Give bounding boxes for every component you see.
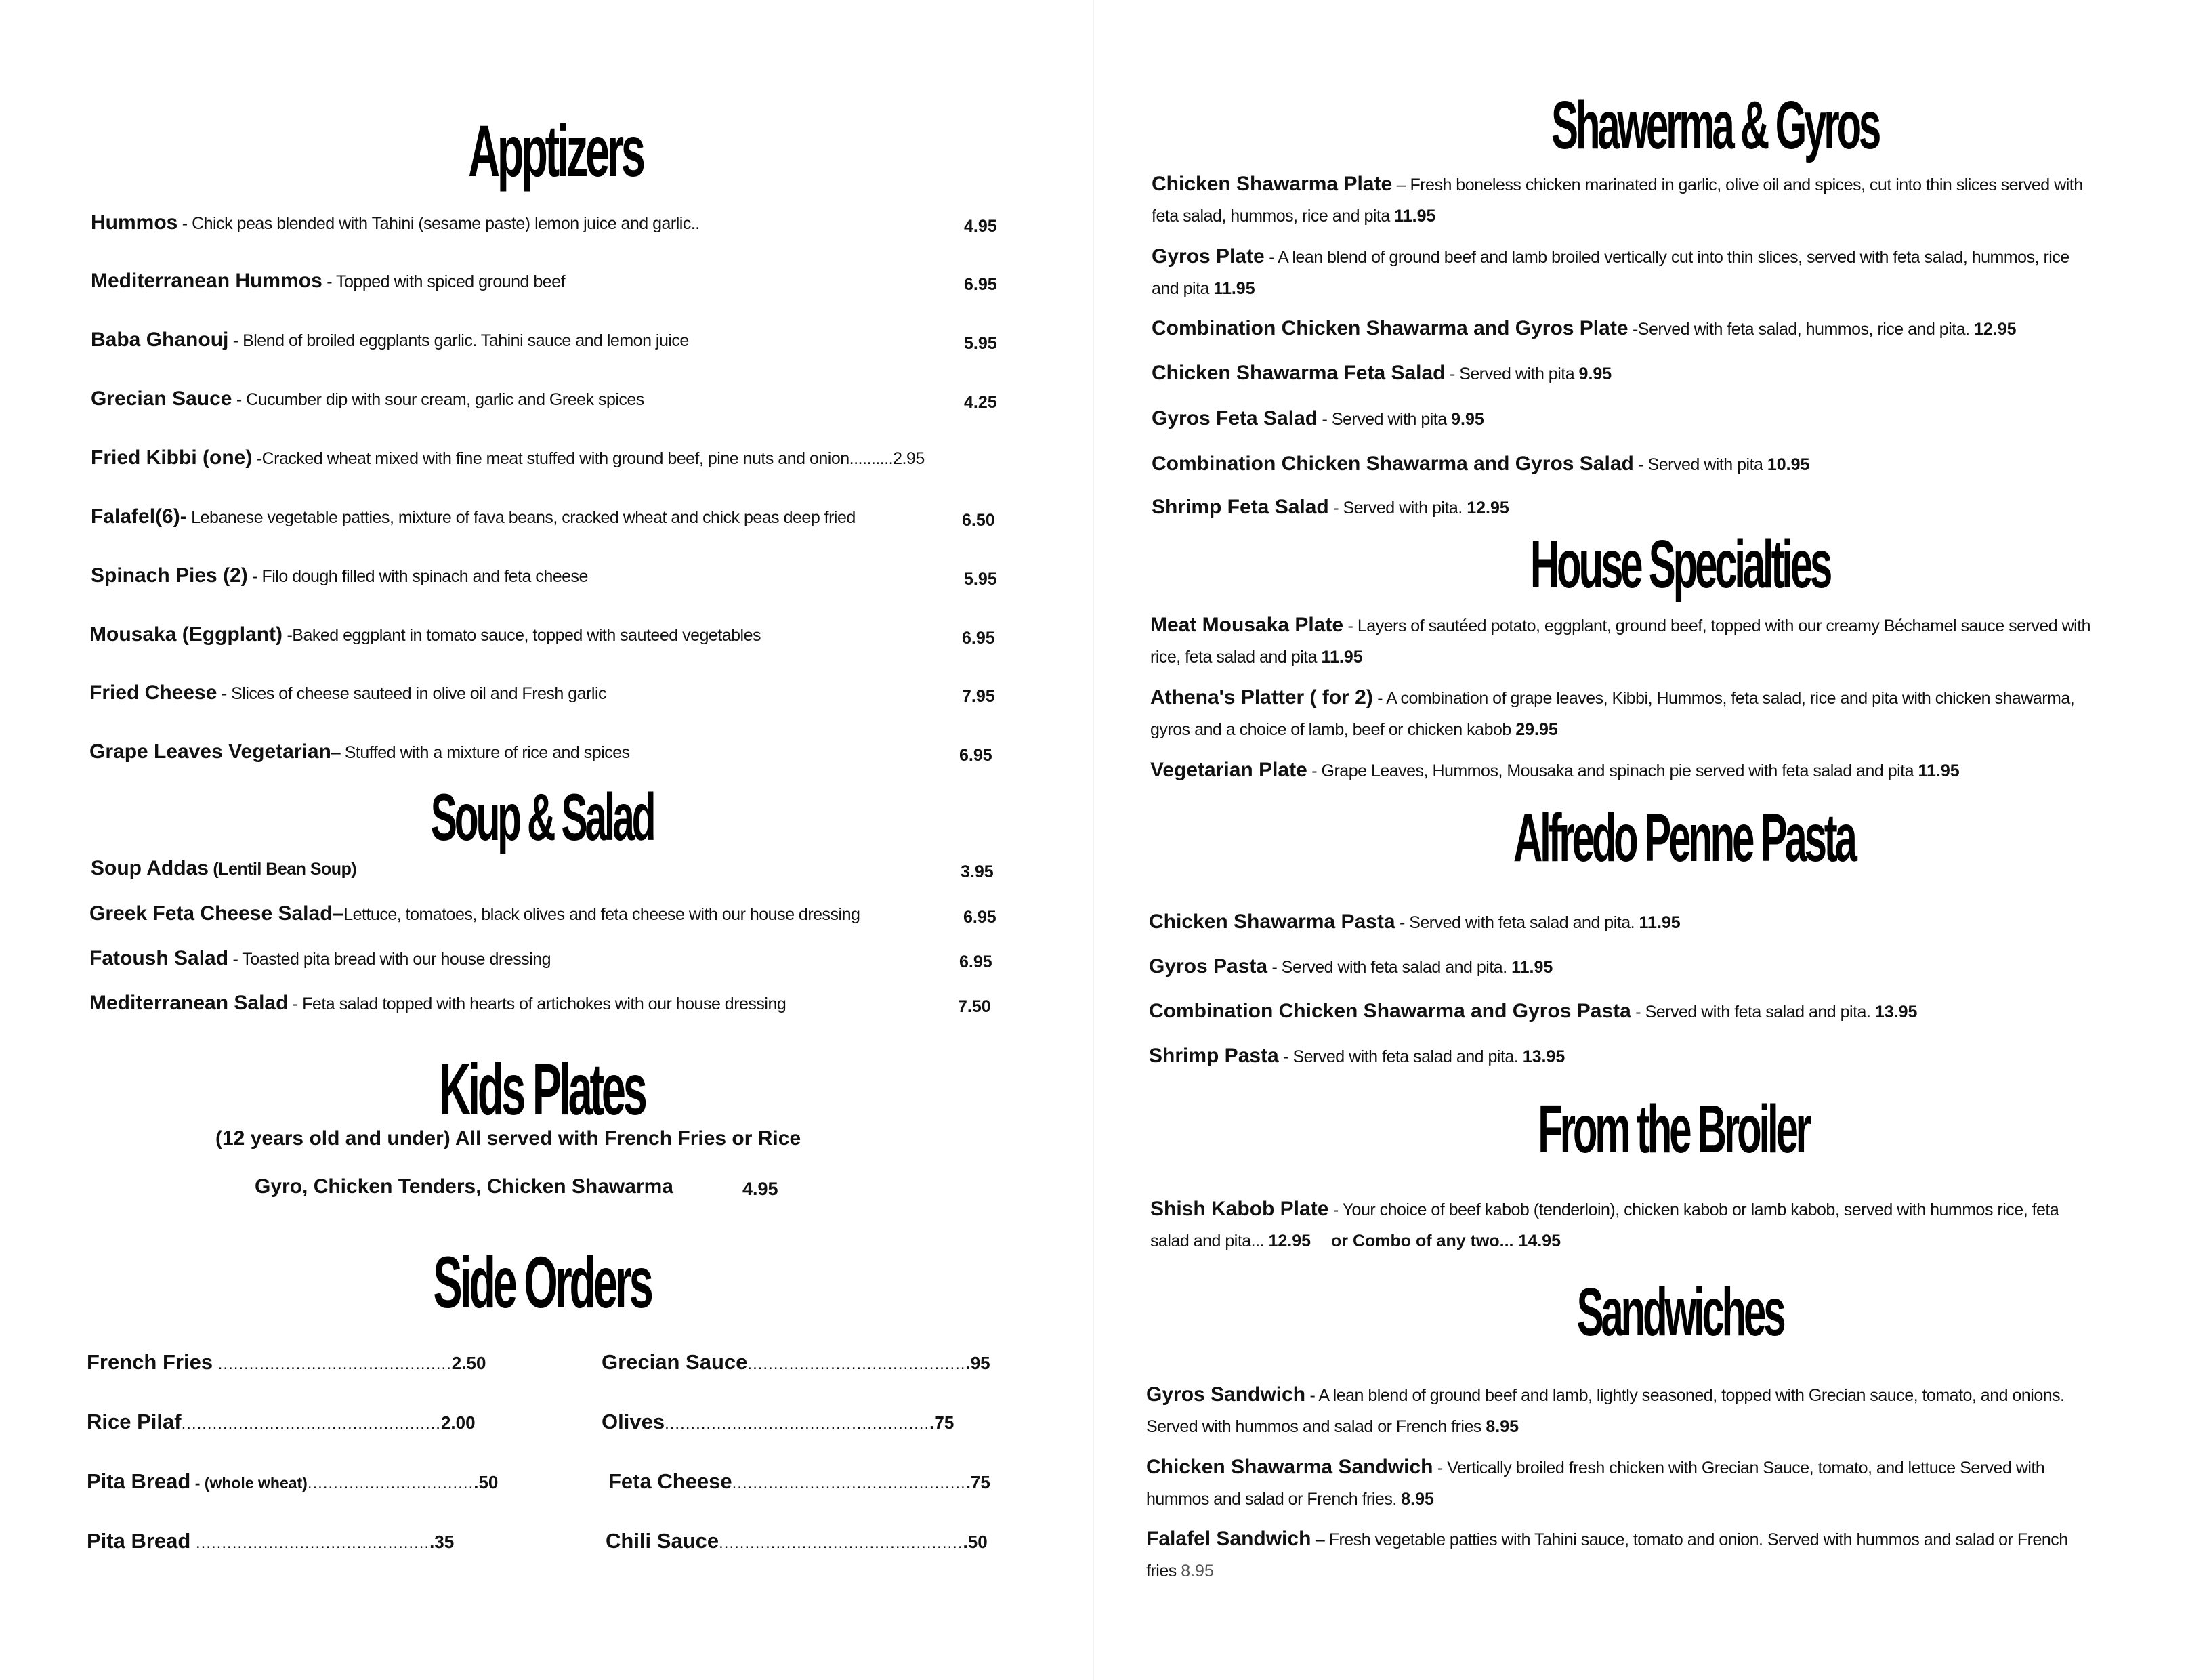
menu-item: Gyros Feta Salad - Served with pita 9.95 — [1152, 407, 1484, 429]
menu-item: Mediterranean Salad - Feta salad topped with hearts of artichokes with our house dressing — [89, 992, 786, 1014]
menu-item: Gyros Pasta - Served with feta salad and pita. 11.95 — [1149, 955, 1553, 978]
alfredo-heading: Alfredo Penne Pasta — [1513, 800, 1855, 876]
menu-item: Shish Kabob Plate - Your choice of beef kabob (tenderloin), chicken kabob or lamb kabob, served with hummos rice, feta salad and pita... 12.95 or Combo of any two... 14.95 — [1150, 1198, 2059, 1251]
menu-item-price: 6.95 — [962, 629, 995, 648]
appetizers-heading: Apptizers — [468, 110, 643, 192]
kids-plates-items: Gyro, Chicken Tenders, Chicken Shawarma — [255, 1175, 673, 1198]
side-item: Olives....................................................75 — [602, 1410, 954, 1433]
menu-item-price: 6.95 — [959, 952, 992, 971]
side-item: Chili Sauce................................................50 — [606, 1529, 988, 1553]
menu-item: Chicken Shawarma Pasta - Served with feta salad and pita. 11.95 — [1149, 910, 1681, 933]
menu-item: Gyros Plate - A lean blend of ground beef and lamb broiled vertically cut into thin slices, served with feta salad, hummos, rice and pita 11.95 — [1152, 245, 2069, 298]
menu-item-price: 6.50 — [962, 511, 995, 530]
side-item: Pita Bread ..............................................35 — [87, 1529, 455, 1553]
kids-plates-heading: Kids Plates — [439, 1048, 645, 1130]
menu-item: Athena's Platter ( for 2) - A combination of grape leaves, Kibbi, Hummos, feta salad, rice and pita with chicken shawarma, gyros and a choice of lamb, beef or chicken kabob 29.95 — [1150, 686, 2075, 739]
menu-item-price: 4.25 — [964, 393, 997, 412]
menu-item: Mediterranean Hummos - Topped with spiced ground beef — [91, 270, 566, 292]
menu-item: Chicken Shawarma Feta Salad - Served with pita 9.95 — [1152, 362, 1612, 384]
menu-item-price: 3.95 — [961, 862, 994, 881]
side-item: Grecian Sauce...........................................95 — [602, 1350, 990, 1374]
menu-item: Fried Cheese - Slices of cheese sauteed in olive oil and Fresh garlic — [89, 681, 607, 704]
sandwiches-heading: Sandwiches — [1576, 1274, 1784, 1350]
soup-salad-heading: Soup & Salad — [430, 780, 654, 854]
page-fold — [1093, 0, 1094, 1680]
menu-item: Spinach Pies (2) - Filo dough filled with spinach and feta cheese — [91, 564, 588, 587]
menu-item: Soup Addas (Lentil Bean Soup) — [91, 857, 357, 879]
menu-item-price: 6.95 — [963, 908, 996, 927]
menu-item-price: 7.50 — [958, 997, 991, 1016]
menu-item: Combination Chicken Shawarma and Gyros Plate -Served with feta salad, hummos, rice and pita. 12.95 — [1152, 317, 2017, 339]
side-item: Rice Pilaf..................................................2.00 — [87, 1410, 476, 1433]
menu-item: Fried Kibbi (one) -Cracked wheat mixed with fine meat stuffed with ground beef, pine nuts and onion..........2.95 — [91, 446, 925, 469]
house-specialties-heading: House Specialties — [1530, 526, 1830, 602]
menu-item: Shrimp Pasta - Served with feta salad and pita. 13.95 — [1149, 1045, 1565, 1067]
menu-item: Gyros Sandwich - A lean blend of ground beef and lamb, lightly seasoned, topped with Grecian sauce, tomato, and onions. Served with hummos and salad or French fries 8.95 — [1146, 1383, 2065, 1436]
shawerma-gyros-heading: Shawerma & Gyros — [1551, 87, 1879, 163]
kids-plates-note: (12 years old and under) All served with French Fries or Rice — [215, 1127, 801, 1150]
menu-item: Combination Chicken Shawarma and Gyros Salad - Served with pita 10.95 — [1152, 453, 1810, 475]
menu-item: Greek Feta Cheese Salad–Lettuce, tomatoes, black olives and feta cheese with our house dressing — [89, 902, 860, 925]
menu-item-price: 6.95 — [959, 746, 992, 765]
menu-item-price: 7.95 — [962, 687, 995, 706]
menu-item: Chicken Shawarma Plate – Fresh boneless chicken marinated in garlic, olive oil and spices, cut into thin slices served with feta salad, hummos, rice and pita 11.95 — [1152, 173, 2083, 226]
side-item: French Fries .............................................2.50 — [87, 1350, 486, 1374]
menu-item: Shrimp Feta Salad - Served with pita. 12.95 — [1152, 496, 1509, 518]
menu-item: Falafel(6)- Lebanese vegetable patties, mixture of fava beans, cracked wheat and chick peas deep fried — [91, 505, 856, 528]
menu-item: Fatoush Salad - Toasted pita bread with our house dressing — [89, 947, 551, 969]
menu-item: Falafel Sandwich – Fresh vegetable patties with Tahini sauce, tomato and onion. Served with hummos and salad or French fries 8.95 — [1146, 1528, 2068, 1580]
menu-item: Grecian Sauce - Cucumber dip with sour cream, garlic and Greek spices — [91, 387, 644, 410]
menu-item: Meat Mousaka Plate - Layers of sautéed potato, eggplant, ground beef, topped with our creamy Béchamel sauce served with rice, feta salad and pita 11.95 — [1150, 614, 2091, 667]
menu-item: Baba Ghanouj - Blend of broiled eggplants garlic. Tahini sauce and lemon juice — [91, 329, 689, 351]
side-item: Pita Bread - (whole wheat).................................50 — [87, 1469, 499, 1493]
menu-item: Mousaka (Eggplant) -Baked eggplant in tomato sauce, topped with sauteed vegetables — [89, 623, 761, 646]
side-orders-heading: Side Orders — [433, 1241, 651, 1323]
menu-item: Chicken Shawarma Sandwich - Vertically broiled fresh chicken with Grecian Sauce, tomato, and lettuce Served with hummos and salad or French fries. 8.95 — [1146, 1456, 2045, 1509]
menu-item: Combination Chicken Shawarma and Gyros Pasta - Served with feta salad and pita. 13.95 — [1149, 1000, 1918, 1022]
menu-item-price: 5.95 — [964, 334, 997, 353]
menu-item-price: 5.95 — [964, 570, 997, 589]
kids-plates-price: 4.95 — [742, 1179, 778, 1199]
menu-item: Vegetarian Plate - Grape Leaves, Hummos, Mousaka and spinach pie served with feta salad and pita 11.95 — [1150, 759, 1960, 781]
menu-item-price: 6.95 — [964, 275, 997, 294]
side-item: Feta Cheese..............................................75 — [608, 1469, 990, 1493]
menu-item-price: 4.95 — [964, 217, 997, 236]
broiler-heading: From the Broiler — [1538, 1091, 1809, 1167]
menu-item: Hummos - Chick peas blended with Tahini (sesame paste) lemon juice and garlic.. — [91, 211, 700, 234]
menu-item: Grape Leaves Vegetarian– Stuffed with a mixture of rice and spices — [89, 740, 630, 763]
